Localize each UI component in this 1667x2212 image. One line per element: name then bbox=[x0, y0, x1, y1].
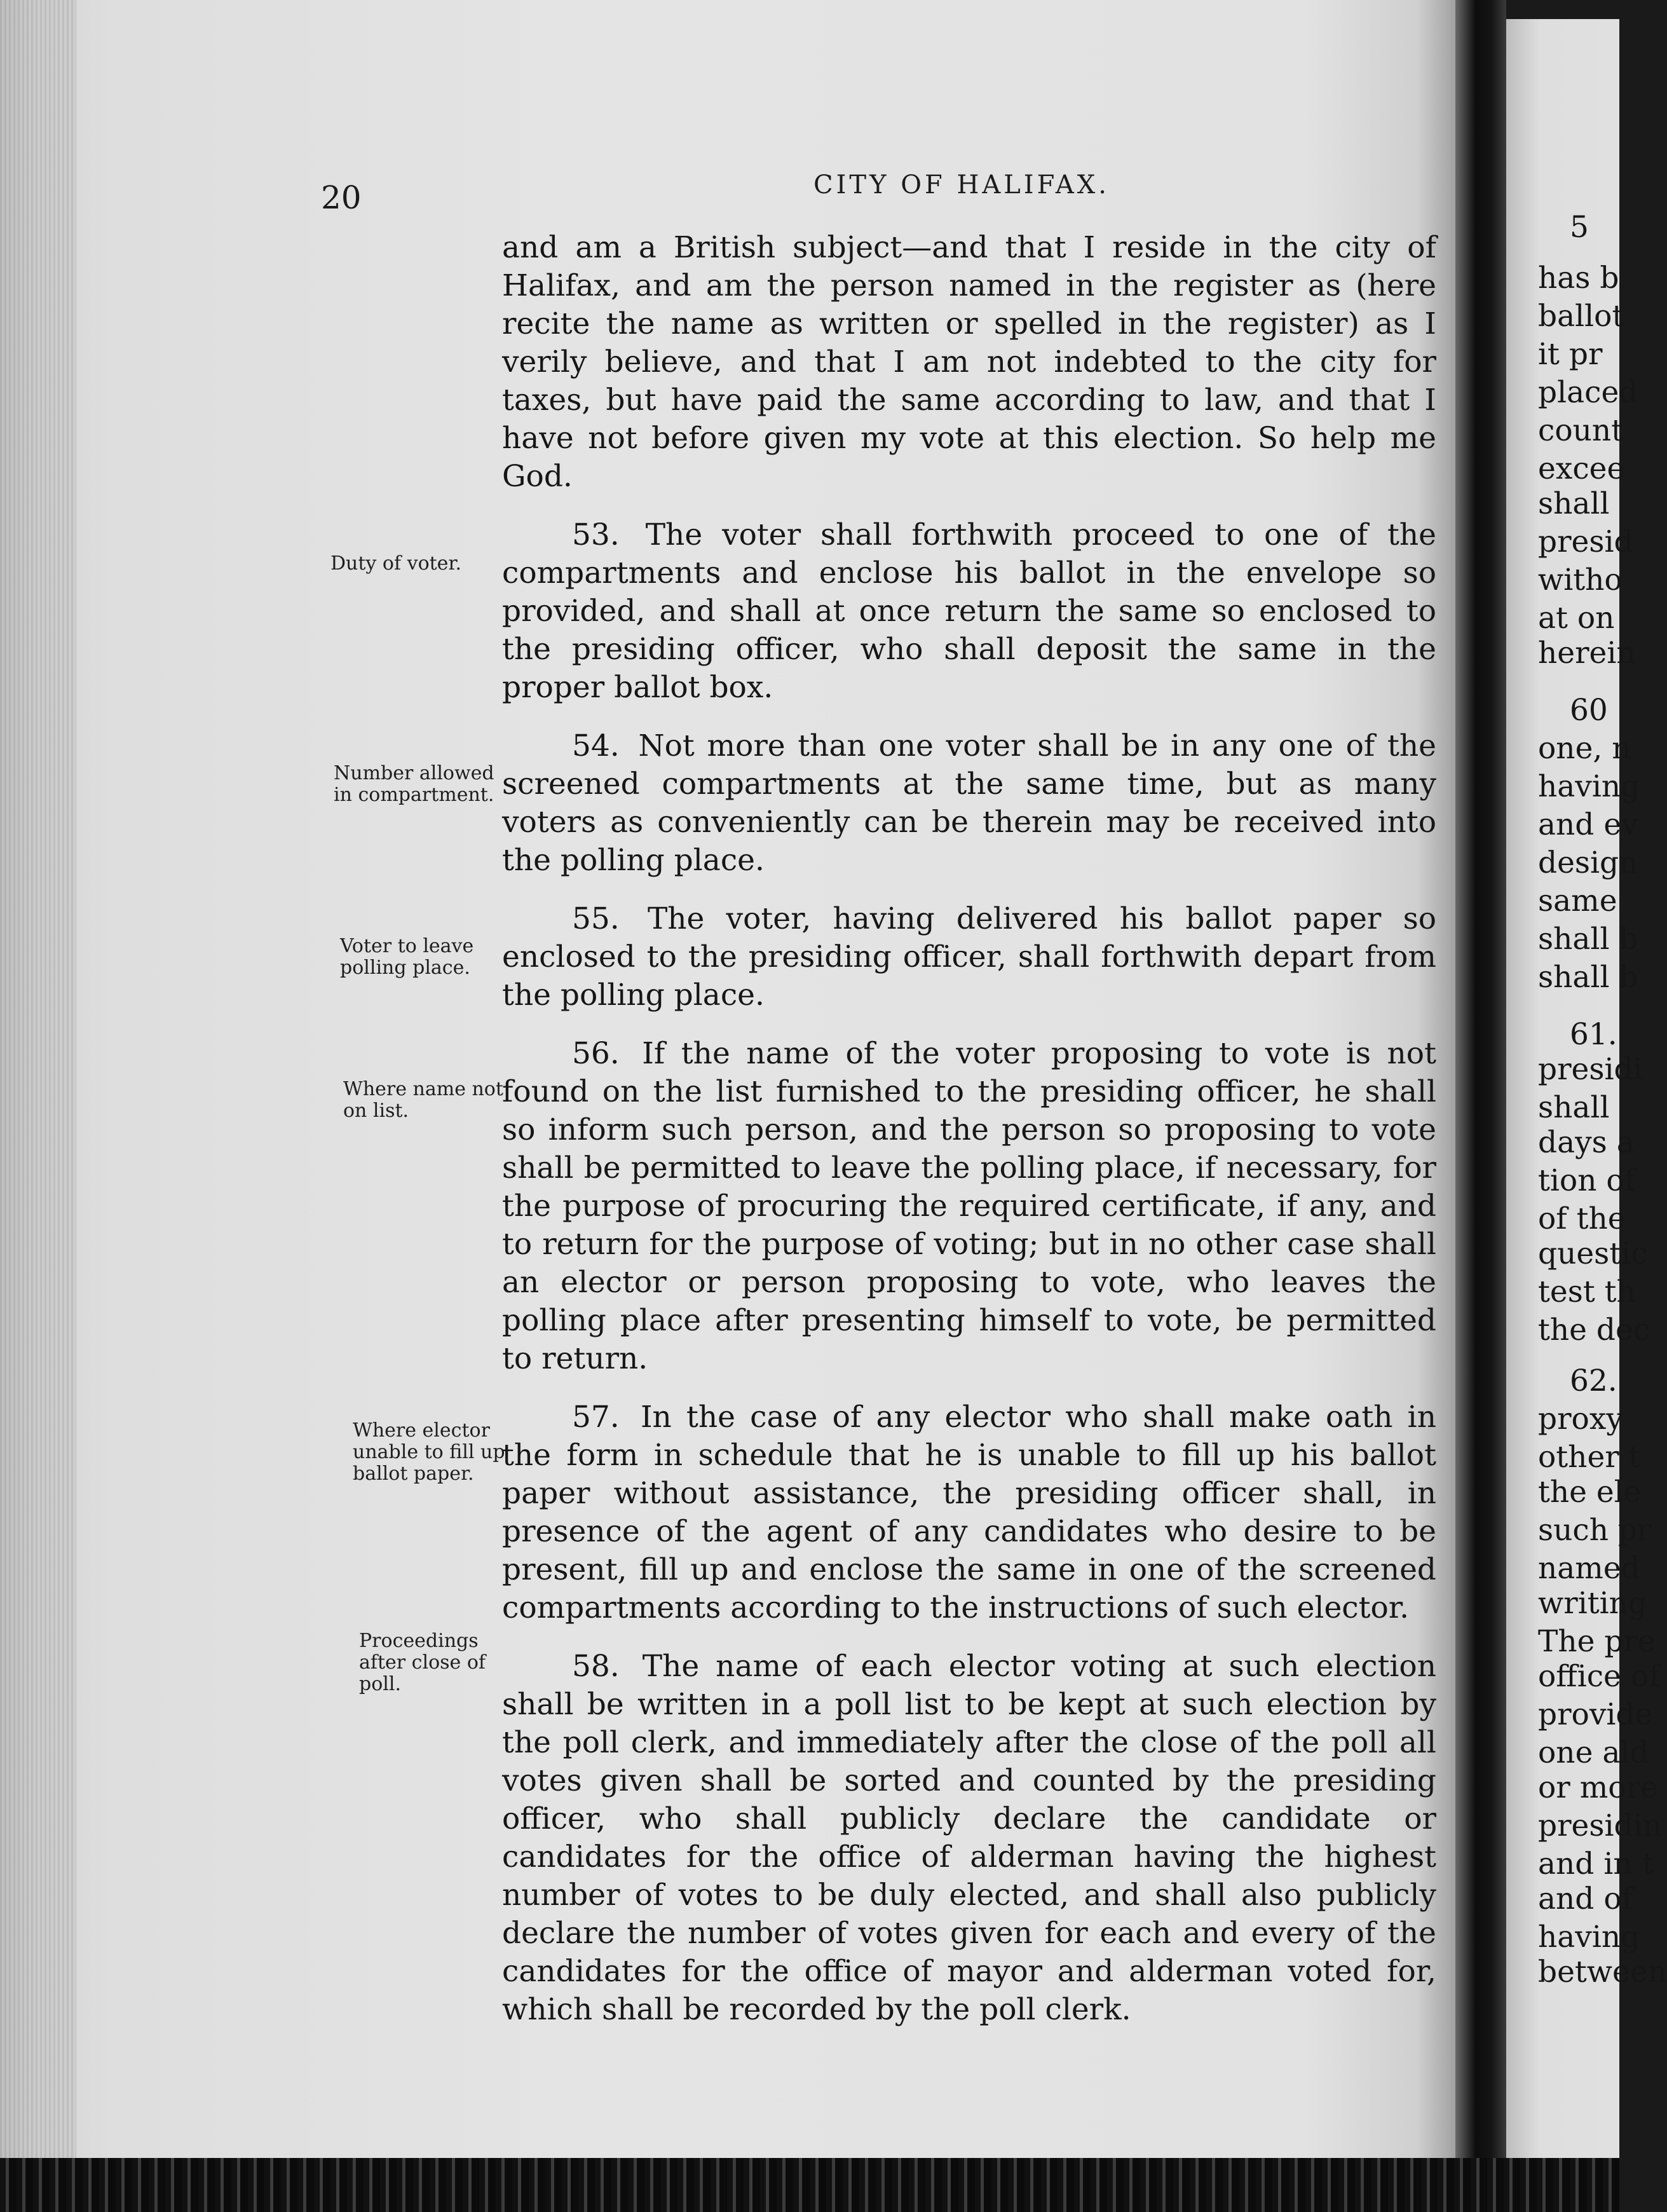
facing-page-fragment: excee bbox=[1538, 451, 1625, 486]
paragraph-oath-continuation bbox=[502, 229, 1436, 496]
facing-page-fragment: ballot bbox=[1538, 299, 1624, 334]
facing-page-fragment: presid bbox=[1538, 524, 1633, 559]
facing-page-fragment: and of bbox=[1538, 1881, 1633, 1916]
page-edge-shadow bbox=[0, 0, 76, 2212]
facing-page-fragment: witho bbox=[1538, 563, 1623, 597]
facing-page-fragment: has b bbox=[1538, 261, 1619, 296]
body-text bbox=[502, 229, 1436, 2029]
facing-page-fragment: the ele bbox=[1538, 1475, 1642, 1510]
section-text: In the case of any elector who shall make oath in the form in schedule that he is unable to fill up his ballot paper without assistance, the presiding officer shall, in presence of the agent of any candidates who desire to be present, fill up and enclose the same in one of the screened compartments according to the instructions of such elector. bbox=[502, 1400, 1436, 1625]
facing-page-fragment: office of bbox=[1538, 1659, 1660, 1694]
facing-page-fragment: one, n bbox=[1538, 731, 1631, 766]
margin-note-duty-of-voter: Duty of voter. bbox=[330, 552, 462, 575]
facing-page-fragment: one ald bbox=[1538, 1735, 1649, 1770]
facing-page-fragment: having bbox=[1538, 769, 1640, 804]
section-text: The voter, having delivered his ballot paper so enclosed to the presiding officer, shall forthwith depart from the polling place. bbox=[502, 901, 1436, 1013]
facing-page-fragment: 60 bbox=[1570, 693, 1608, 728]
facing-page-fragment: tion of bbox=[1538, 1163, 1636, 1198]
section-number: 57. bbox=[572, 1400, 620, 1435]
facing-page-fragment: it pr bbox=[1538, 337, 1603, 372]
facing-page-fragment: days a bbox=[1538, 1125, 1635, 1160]
facing-page-fragment: other t bbox=[1538, 1440, 1641, 1475]
facing-page-fragment: between bbox=[1538, 1955, 1667, 1990]
facing-page-fragment: shall bbox=[1538, 486, 1610, 521]
section-57 bbox=[502, 1398, 1436, 1627]
facing-page-fragment: at on bbox=[1538, 601, 1615, 636]
facing-page-fragment: or more bbox=[1538, 1770, 1658, 1805]
scan-bottom-edge bbox=[0, 2158, 1619, 2212]
facing-page-fragment: such pr bbox=[1538, 1513, 1652, 1548]
margin-note-where-name-not-on-list: Where name not on list. bbox=[343, 1078, 503, 1122]
margin-note-voter-to-leave: Voter to leave polling place. bbox=[340, 935, 474, 979]
facing-page-fragment: provide bbox=[1538, 1697, 1653, 1732]
facing-page-fragment: questic bbox=[1538, 1236, 1648, 1271]
margin-note-proceedings: Proceedings after close of poll. bbox=[359, 1630, 486, 1695]
facing-page-fragment: named bbox=[1538, 1551, 1640, 1586]
section-number: 54. bbox=[572, 728, 620, 763]
section-text: The voter shall forthwith proceed to one of the compartments and enclose his ballot in the envelope so provided, and shall at once return the same so enclosed to the presiding officer, who shall deposit the same in the proper ballot box. bbox=[502, 517, 1436, 705]
section-54 bbox=[502, 727, 1436, 880]
facing-page-fragment: presidi bbox=[1538, 1052, 1643, 1087]
facing-page-fragment: placed bbox=[1538, 375, 1638, 410]
paragraph-text: and am a British subject—and that I reside in the city of Halifax, and am the person named in the register as (here recite the name as written or spelled in the register) as I verily believe, and that I am not indebted to the city for taxes, but have paid the same according to law, and that I have not before given my vote at this election. So help me God. bbox=[502, 230, 1436, 494]
facing-page-fragment: test th bbox=[1538, 1274, 1636, 1309]
facing-page-fragment: shall b bbox=[1538, 922, 1638, 957]
section-55 bbox=[502, 900, 1436, 1014]
section-number: 55. bbox=[572, 901, 620, 936]
margin-note-elector-unable: Where elector unable to fill up ballot paper. bbox=[353, 1419, 505, 1485]
section-text: Not more than one voter shall be in any one of the screened compartments at the same time, but as many voters as conveniently can be therein may be received into the polling place. bbox=[502, 728, 1436, 878]
facing-page-fragment: design bbox=[1538, 845, 1638, 880]
section-text: The name of each elector voting at such election shall be written in a poll list to be kept at such election by the poll clerk, and immediately after the close of the poll all votes given shall be sorted and counted by the presiding officer, who shall publicly declare the candidate or candidates for the office of alderman having the highest number of votes to be duly elected, and shall also publicly declare the number of votes given for each and every of the candidates for the office of mayor and alderman voted for, which shall be recorded by the poll clerk. bbox=[502, 1649, 1436, 2027]
margin-note-number-allowed: Number allowed in compartment. bbox=[334, 762, 494, 806]
facing-page-fragment: the dec bbox=[1538, 1313, 1650, 1348]
section-number: 53. bbox=[572, 517, 620, 552]
section-58 bbox=[502, 1648, 1436, 2029]
facing-page-fragment: 61. bbox=[1570, 1017, 1617, 1052]
facing-page-fragment: 62. bbox=[1570, 1363, 1617, 1398]
section-56 bbox=[502, 1035, 1436, 1378]
running-title: CITY OF HALIFAX. bbox=[813, 170, 1110, 200]
section-number: 58. bbox=[572, 1649, 620, 1684]
facing-page-fragment: writing bbox=[1538, 1586, 1648, 1621]
facing-page-fragment: The pre bbox=[1538, 1624, 1656, 1659]
facing-page-fragment: same bbox=[1538, 884, 1617, 918]
facing-page-fragment: proxy bbox=[1538, 1402, 1623, 1437]
facing-page-fragment: shall b bbox=[1538, 960, 1638, 995]
facing-page-fragment: and ev bbox=[1538, 807, 1638, 842]
page-number: 20 bbox=[321, 179, 362, 216]
facing-page-fragment: of the bbox=[1538, 1201, 1626, 1236]
facing-page-fragment: and in t bbox=[1538, 1847, 1654, 1881]
book-gutter bbox=[1455, 0, 1506, 2212]
facing-page-fragment: presidin bbox=[1538, 1808, 1662, 1843]
facing-page-fragment: shall bbox=[1538, 1090, 1610, 1125]
facing-page-fragment: 5 bbox=[1570, 210, 1589, 245]
facing-page-fragment: herein bbox=[1538, 636, 1636, 671]
facing-page-fragment: having bbox=[1538, 1920, 1640, 1955]
section-number: 56. bbox=[572, 1036, 620, 1071]
facing-page-fragment: count bbox=[1538, 413, 1624, 448]
section-53 bbox=[502, 516, 1436, 707]
section-text: If the name of the voter proposing to vote is not found on the list furnished to the presiding officer, he shall so inform such person, and the person so proposing to vote shall be permitted to leave the polling place, if necessary, for the purpose of procuring the required certificate, if any, and to return for the purpose of voting; but in no other case shall an elector or person proposing to vote, who leaves the polling place after presenting himself to vote, be permitted to return. bbox=[502, 1036, 1436, 1376]
scanned-page-right-fragment bbox=[1506, 19, 1667, 2180]
